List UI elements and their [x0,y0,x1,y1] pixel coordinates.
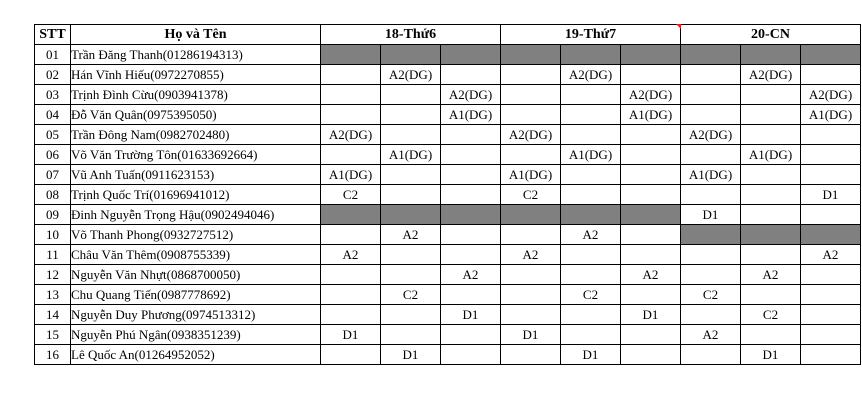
shift-cell[interactable] [441,185,501,205]
shift-cell[interactable] [681,105,741,125]
shift-cell[interactable] [801,45,861,65]
header-day-3[interactable]: 20-CN [681,25,861,45]
shift-cell[interactable]: A2(DG) [681,125,741,145]
shift-cell[interactable] [621,45,681,65]
shift-cell[interactable] [801,145,861,165]
name-cell[interactable]: Võ Văn Trường Tôn(01633692664) [71,145,321,165]
shift-cell[interactable]: C2 [561,285,621,305]
name-cell[interactable]: Võ Thanh Phong(0932727512) [71,225,321,245]
shift-cell[interactable] [621,285,681,305]
shift-cell[interactable] [741,205,801,225]
shift-cell[interactable]: A2(DG) [561,65,621,85]
shift-cell[interactable] [621,245,681,265]
name-cell[interactable]: Châu Văn Thêm(0908755339) [71,245,321,265]
stt-cell[interactable]: 10 [35,225,71,245]
name-cell[interactable]: Trịnh Đình Cừu(0903941378) [71,85,321,105]
stt-cell[interactable]: 03 [35,85,71,105]
shift-cell[interactable] [501,105,561,125]
shift-cell[interactable] [321,105,381,125]
shift-cell[interactable]: C2 [321,185,381,205]
shift-cell[interactable] [561,325,621,345]
shift-cell[interactable] [321,205,381,225]
shift-cell[interactable] [501,145,561,165]
shift-cell[interactable] [441,65,501,85]
schedule-table [34,24,861,365]
shift-cell[interactable]: D1 [801,185,861,205]
shift-cell[interactable]: A2 [621,265,681,285]
shift-cell[interactable] [801,165,861,185]
shift-cell[interactable] [561,185,621,205]
table-row [35,105,861,125]
shift-cell[interactable] [741,245,801,265]
shift-cell[interactable] [741,185,801,205]
stt-cell[interactable]: 14 [35,305,71,325]
shift-cell[interactable]: A2(DG) [321,125,381,145]
shift-cell[interactable] [501,225,561,245]
shift-cell[interactable] [681,65,741,85]
shift-cell[interactable] [381,125,441,145]
shift-cell[interactable]: A2 [381,225,441,245]
shift-cell[interactable] [501,45,561,65]
shift-cell[interactable] [621,125,681,145]
table-row [35,225,861,245]
shift-cell[interactable] [681,185,741,205]
shift-cell[interactable]: A1(DG) [321,165,381,185]
shift-cell[interactable]: D1 [561,345,621,365]
shift-cell[interactable] [441,125,501,145]
shift-cell[interactable]: C2 [741,305,801,325]
header-stt[interactable]: STT [35,25,71,45]
name-cell[interactable]: Chu Quang Tiến(0987778692) [71,285,321,305]
shift-cell[interactable] [561,245,621,265]
shift-cell[interactable]: C2 [681,285,741,305]
shift-cell[interactable] [561,205,621,225]
stt-cell[interactable]: 05 [35,125,71,145]
table-row [35,45,861,65]
shift-cell[interactable] [501,345,561,365]
shift-cell[interactable] [741,325,801,345]
shift-cell[interactable] [801,345,861,365]
shift-cell[interactable]: A2(DG) [621,85,681,105]
shift-cell[interactable] [501,305,561,325]
table-body [35,45,861,365]
stt-cell[interactable]: 11 [35,245,71,265]
shift-cell[interactable]: A1(DG) [441,105,501,125]
shift-cell[interactable] [441,325,501,345]
shift-cell[interactable] [801,225,861,245]
shift-cell[interactable]: A2 [501,245,561,265]
shift-cell[interactable]: A2(DG) [801,85,861,105]
shift-cell[interactable]: A2(DG) [381,65,441,85]
shift-cell[interactable] [441,285,501,305]
shift-cell[interactable] [741,105,801,125]
shift-cell[interactable] [801,285,861,305]
shift-cell[interactable] [321,85,381,105]
name-cell[interactable]: Trịnh Quốc Trí(01696941012) [71,185,321,205]
shift-cell[interactable]: A2 [561,225,621,245]
shift-cell[interactable] [621,145,681,165]
shift-cell[interactable]: A2(DG) [501,125,561,145]
shift-cell[interactable] [321,285,381,305]
shift-cell[interactable] [621,65,681,85]
name-cell[interactable]: Trần Đăng Thanh(01286194313) [71,45,321,65]
stt-cell[interactable]: 06 [35,145,71,165]
shift-cell[interactable] [381,45,441,65]
stt-cell[interactable]: 16 [35,345,71,365]
shift-cell[interactable]: A1(DG) [741,145,801,165]
shift-cell[interactable] [681,345,741,365]
shift-cell[interactable] [381,245,441,265]
shift-cell[interactable] [501,205,561,225]
header-name[interactable]: Họ và Tên [71,25,321,45]
shift-cell[interactable] [621,205,681,225]
shift-cell[interactable] [621,345,681,365]
shift-cell[interactable]: A2(DG) [741,65,801,85]
shift-cell[interactable] [321,345,381,365]
stt-cell[interactable]: 02 [35,65,71,85]
stt-cell[interactable]: 01 [35,45,71,65]
shift-cell[interactable] [801,305,861,325]
shift-cell[interactable] [561,165,621,185]
shift-cell[interactable]: C2 [501,185,561,205]
shift-cell[interactable]: D1 [741,345,801,365]
shift-cell[interactable] [561,125,621,145]
shift-cell[interactable]: D1 [321,325,381,345]
shift-cell[interactable] [681,245,741,265]
header-day-1[interactable]: 18-Thứ6 [321,25,501,45]
table-row [35,65,861,85]
stt-cell[interactable]: 13 [35,285,71,305]
shift-cell[interactable]: D1 [381,345,441,365]
shift-cell[interactable]: D1 [681,205,741,225]
shift-cell[interactable] [501,85,561,105]
shift-cell[interactable] [741,45,801,65]
shift-cell[interactable] [441,205,501,225]
shift-cell[interactable] [381,265,441,285]
shift-cell[interactable] [501,285,561,305]
name-cell[interactable]: Lê Quốc An(01264952052) [71,345,321,365]
table-row [35,245,861,265]
table-row [35,305,861,325]
shift-cell[interactable]: D1 [441,305,501,325]
shift-cell[interactable] [801,65,861,85]
name-cell[interactable]: Nguyễn Phú Ngân(0938351239) [71,325,321,345]
shift-cell[interactable] [801,265,861,285]
shift-cell[interactable]: A2(DG) [441,85,501,105]
name-cell[interactable]: Đinh Nguyễn Trọng Hậu(0902494046) [71,205,321,225]
shift-cell[interactable] [801,205,861,225]
shift-cell[interactable]: C2 [381,285,441,305]
shift-cell[interactable]: A2 [681,325,741,345]
table-row [35,265,861,285]
table-row [35,325,861,345]
table-row [35,145,861,165]
name-cell[interactable]: Hán Vĩnh Hiếu(0972270855) [71,65,321,85]
shift-cell[interactable] [801,325,861,345]
shift-cell[interactable] [381,165,441,185]
name-cell[interactable]: Vũ Anh Tuấn(0911623153) [71,165,321,185]
shift-cell[interactable] [381,325,441,345]
table-row [35,165,861,185]
shift-cell[interactable] [561,305,621,325]
table-row [35,345,861,365]
shift-cell[interactable] [681,45,741,65]
stt-cell[interactable]: 07 [35,165,71,185]
shift-cell[interactable] [561,85,621,105]
shift-cell[interactable] [681,265,741,285]
shift-cell[interactable] [621,165,681,185]
header-row [35,25,861,45]
name-cell[interactable]: Đỗ Văn Quân(0975395050) [71,105,321,125]
table-row [35,85,861,105]
shift-cell[interactable] [321,45,381,65]
shift-cell[interactable] [681,145,741,165]
shift-cell[interactable] [561,45,621,65]
shift-cell[interactable] [321,145,381,165]
shift-cell[interactable] [681,305,741,325]
shift-cell[interactable] [441,245,501,265]
shift-cell[interactable] [441,225,501,245]
shift-cell[interactable] [621,225,681,245]
name-cell[interactable]: Nguyễn Duy Phương(0974513312) [71,305,321,325]
shift-cell[interactable] [321,225,381,245]
shift-cell[interactable] [441,45,501,65]
shift-cell[interactable] [681,225,741,245]
stt-cell[interactable]: 12 [35,265,71,285]
header-day-2[interactable]: 19-Thứ7 [501,25,681,45]
shift-cell[interactable] [381,105,441,125]
table-row [35,205,861,225]
shift-cell[interactable]: D1 [621,305,681,325]
shift-cell[interactable] [741,165,801,185]
stt-cell[interactable]: 09 [35,205,71,225]
shift-cell[interactable]: A1(DG) [561,145,621,165]
stt-cell[interactable]: 08 [35,185,71,205]
shift-cell[interactable]: A2 [321,245,381,265]
shift-cell[interactable] [561,105,621,125]
shift-cell[interactable] [501,65,561,85]
shift-cell[interactable] [621,185,681,205]
shift-cell[interactable] [621,325,681,345]
shift-cell[interactable] [381,85,441,105]
shift-cell[interactable]: A1(DG) [381,145,441,165]
shift-cell[interactable] [441,165,501,185]
shift-cell[interactable] [741,285,801,305]
shift-cell[interactable] [741,85,801,105]
shift-cell[interactable] [741,125,801,145]
table-row [35,285,861,305]
shift-cell[interactable] [381,305,441,325]
shift-cell[interactable]: A1(DG) [681,165,741,185]
shift-cell[interactable] [801,125,861,145]
shift-cell[interactable] [321,65,381,85]
shift-cell[interactable]: A1(DG) [501,165,561,185]
shift-cell[interactable] [381,205,441,225]
stt-cell[interactable]: 15 [35,325,71,345]
shift-cell[interactable]: A2 [741,265,801,285]
shift-cell[interactable]: A2 [441,265,501,285]
name-cell[interactable]: Trần Đông Nam(0982702480) [71,125,321,145]
shift-cell[interactable] [441,145,501,165]
comment-indicator [676,24,681,29]
shift-cell[interactable] [501,265,561,285]
shift-cell[interactable]: A1(DG) [801,105,861,125]
shift-cell[interactable] [681,85,741,105]
table-row [35,185,861,205]
shift-cell[interactable]: A1(DG) [621,105,681,125]
shift-cell[interactable]: A2 [801,245,861,265]
name-cell[interactable]: Nguyễn Văn Nhựt(0868700050) [71,265,321,285]
shift-cell[interactable] [321,265,381,285]
table-row [35,125,861,145]
stt-cell[interactable]: 04 [35,105,71,125]
shift-cell[interactable] [321,305,381,325]
shift-cell[interactable] [741,225,801,245]
shift-cell[interactable] [441,345,501,365]
shift-cell[interactable] [561,265,621,285]
shift-cell[interactable]: D1 [501,325,561,345]
shift-cell[interactable] [381,185,441,205]
